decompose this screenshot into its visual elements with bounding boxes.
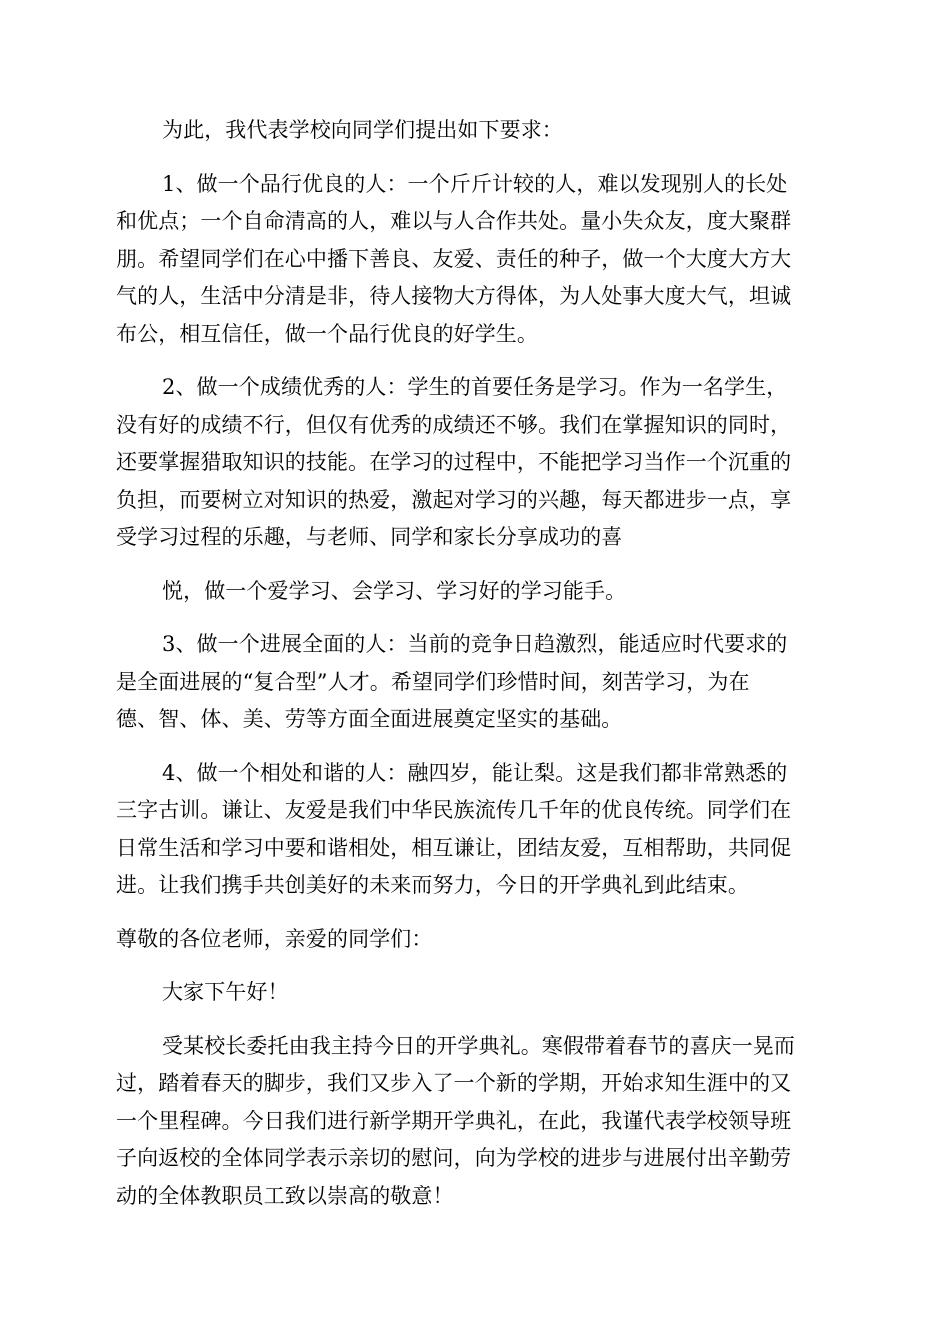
paragraph-line: 子向返校的全体同学表示亲切的慰问，向为学校的进步与进展付出辛勤劳 bbox=[116, 1146, 792, 1170]
paragraph-line: 动的全体教职员工致以崇高的敬意！ bbox=[116, 1183, 454, 1208]
paragraph bbox=[116, 573, 834, 611]
paragraph-line: 为此，我代表学校向同学们提出如下要求： bbox=[162, 118, 563, 142]
paragraph-line: 受某校长委托由我主持今日的开学典礼。寒假带着春节的喜庆一晃而 bbox=[162, 1033, 795, 1058]
paragraph-line: 悦，做一个爱学习、会学习、学习好的学习能手。 bbox=[162, 578, 627, 603]
paragraph-line: 没有好的成绩不行，但仅有优秀的成绩还不够。我们在掌握知识的同时， bbox=[116, 412, 792, 437]
paragraph-line: 朋。希望同学们在心中播下善良、友爱、责任的种子，做一个大度大方大 bbox=[116, 246, 792, 271]
paragraph-line: 三字古训。谦让、友爱是我们中华民族流传几千年的优良传统。同学们在 bbox=[116, 798, 792, 822]
paragraph-line: 尊敬的各位老师，亲爱的同学们： bbox=[116, 926, 433, 951]
paragraph-line: 日常生活和学习中要和谐相处，相互谦让，团结友爱，互相帮助，共同促 bbox=[116, 835, 792, 860]
paragraph-line: 气的人，生活中分清是非，待人接物大方得体，为人处事大度大气，坦诚 bbox=[116, 284, 792, 308]
paragraph-line: 是全面进展的“复合型”人才。希望同学们珍惜时间，刻苦学习，为在 bbox=[116, 669, 750, 694]
paragraph-line: 进。让我们携手共创美好的未来而努力，今日的开学典礼到此结束。 bbox=[116, 873, 749, 897]
paragraph bbox=[116, 1028, 834, 1216]
paragraph-line: 负担，而要树立对知识的热爱，激起对学习的兴趣，每天都进步一点，享 bbox=[116, 487, 792, 512]
paragraph bbox=[116, 921, 834, 959]
paragraph-line: 和优点；一个自命清高的人，难以与人合作共处。量小失众友，度大聚群 bbox=[116, 209, 792, 233]
paragraph-line: 1、做一个品行优良的人：一个斤斤计较的人，难以发现别人的长处 bbox=[162, 171, 788, 196]
paragraph-line: 布公，相互信任，做一个品行优良的好学生。 bbox=[116, 321, 538, 346]
paragraph-line: 大家下午好！ bbox=[162, 980, 289, 1004]
document-body bbox=[116, 112, 834, 1231]
paragraph-line: 2、做一个成绩优秀的人：学生的首要任务是学习。作为一名学生， bbox=[162, 375, 788, 399]
paragraph bbox=[116, 369, 834, 557]
paragraph bbox=[116, 626, 834, 739]
paragraph bbox=[116, 974, 834, 1012]
paragraph bbox=[116, 166, 834, 354]
paragraph-line: 德、智、体、美、劳等方面全面进展奠定坚实的基础。 bbox=[116, 707, 623, 731]
paragraph-line: 受学习过程的乐趣，与老师、同学和家长分享成功的喜 bbox=[116, 525, 623, 549]
paragraph bbox=[116, 755, 834, 905]
paragraph-line: 还要掌握猎取知识的技能。在学习的过程中，不能把学习当作一个沉重的 bbox=[116, 450, 792, 474]
paragraph-line: 过，踏着春天的脚步，我们又步入了一个新的学期，开始求知生涯中的又 bbox=[116, 1071, 792, 1095]
paragraph-line: 一个里程碑。今日我们进行新学期开学典礼，在此，我谨代表学校领导班 bbox=[116, 1108, 792, 1133]
paragraph bbox=[116, 112, 834, 150]
paragraph-line: 4、做一个相处和谐的人：融四岁，能让梨。这是我们都非常熟悉的 bbox=[162, 760, 788, 785]
paragraph-line: 3、做一个进展全面的人：当前的竞争日趋激烈，能适应时代要求的 bbox=[162, 632, 788, 656]
